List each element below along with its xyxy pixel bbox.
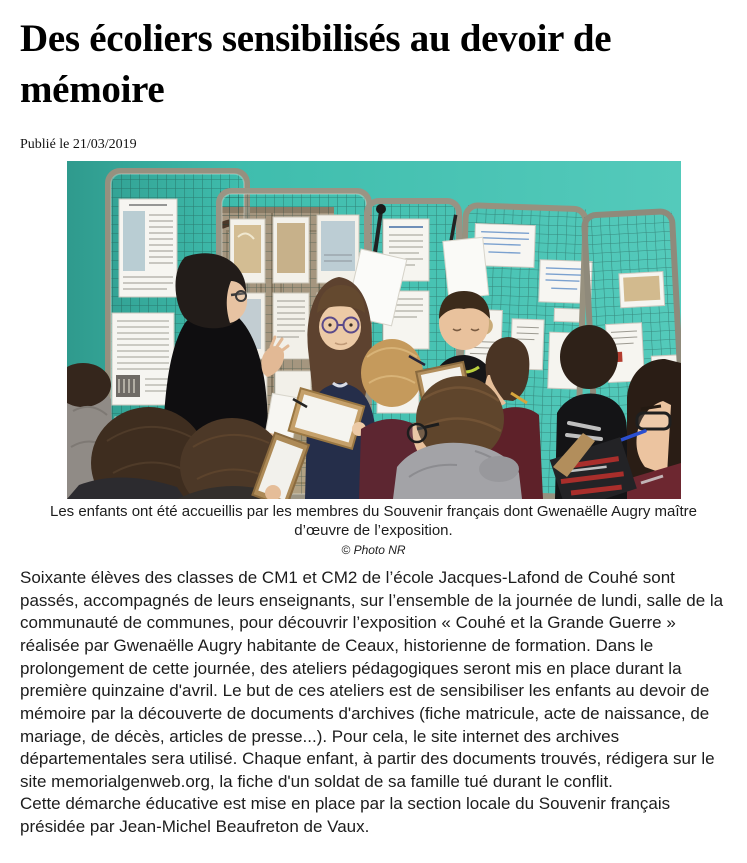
article-body (20, 567, 727, 838)
article-figure (20, 161, 727, 558)
document (618, 272, 664, 308)
photo-credit: © Photo NR (341, 543, 406, 558)
photo-illustration (67, 161, 681, 499)
document (119, 199, 177, 297)
girl-face (319, 304, 361, 350)
glasses (637, 413, 670, 429)
paragraph: Cette démarche éducative est mise en place par la section locale du Souvenir français présidée par Jean-Michel Beaufreton de Vaux. (20, 794, 671, 836)
article-photo[interactable] (67, 161, 681, 499)
document (317, 215, 359, 283)
document (273, 217, 309, 283)
document (554, 309, 580, 323)
document (112, 313, 174, 405)
paragraph: Soixante élèves des classes de CM1 et CM2 de l’école Jacques-Lafond de Couhé sont passés, accompagnés de leurs enseignants, sur l’ensemble de la journée de lundi, salle de la communauté de communes, pour découvrir l’exposition « Couhé et la Grande Guerre » réalisée par Gwenaëlle Augry habitante de Ceaux, historienne de formation. Dans le prolongement de cette journée, des ateliers pédagogiques seront mis en place durant la première quinzaine d'avril. Le but de ces ateliers est de sensibiliser les enfants au devoir de mémoire par la découverte de documents d'archives (fiche matricule, acte de naissance, de mariage, de décès, articles de presse...). Pour cela, le site internet des archives départementales sera utilisé. Chaque enfant, à partir des documents trouvés, rédigera sur le site memorialgenweb.org, la fiche d'un soldat de sa famille tué durant le conflit. (20, 568, 724, 791)
publish-date: Publié le 21/03/2019 (20, 137, 137, 153)
student-front-right (627, 359, 681, 499)
article-title: Des écoliers sensibilisés au devoir de mémoire (20, 17, 612, 111)
photo-caption-block (20, 503, 727, 558)
photo-caption: Les enfants ont été accueillis par les membres du Souvenir français dont Gwenaëlle Augry maître d’œuvre de l’exposition. (49, 503, 697, 540)
